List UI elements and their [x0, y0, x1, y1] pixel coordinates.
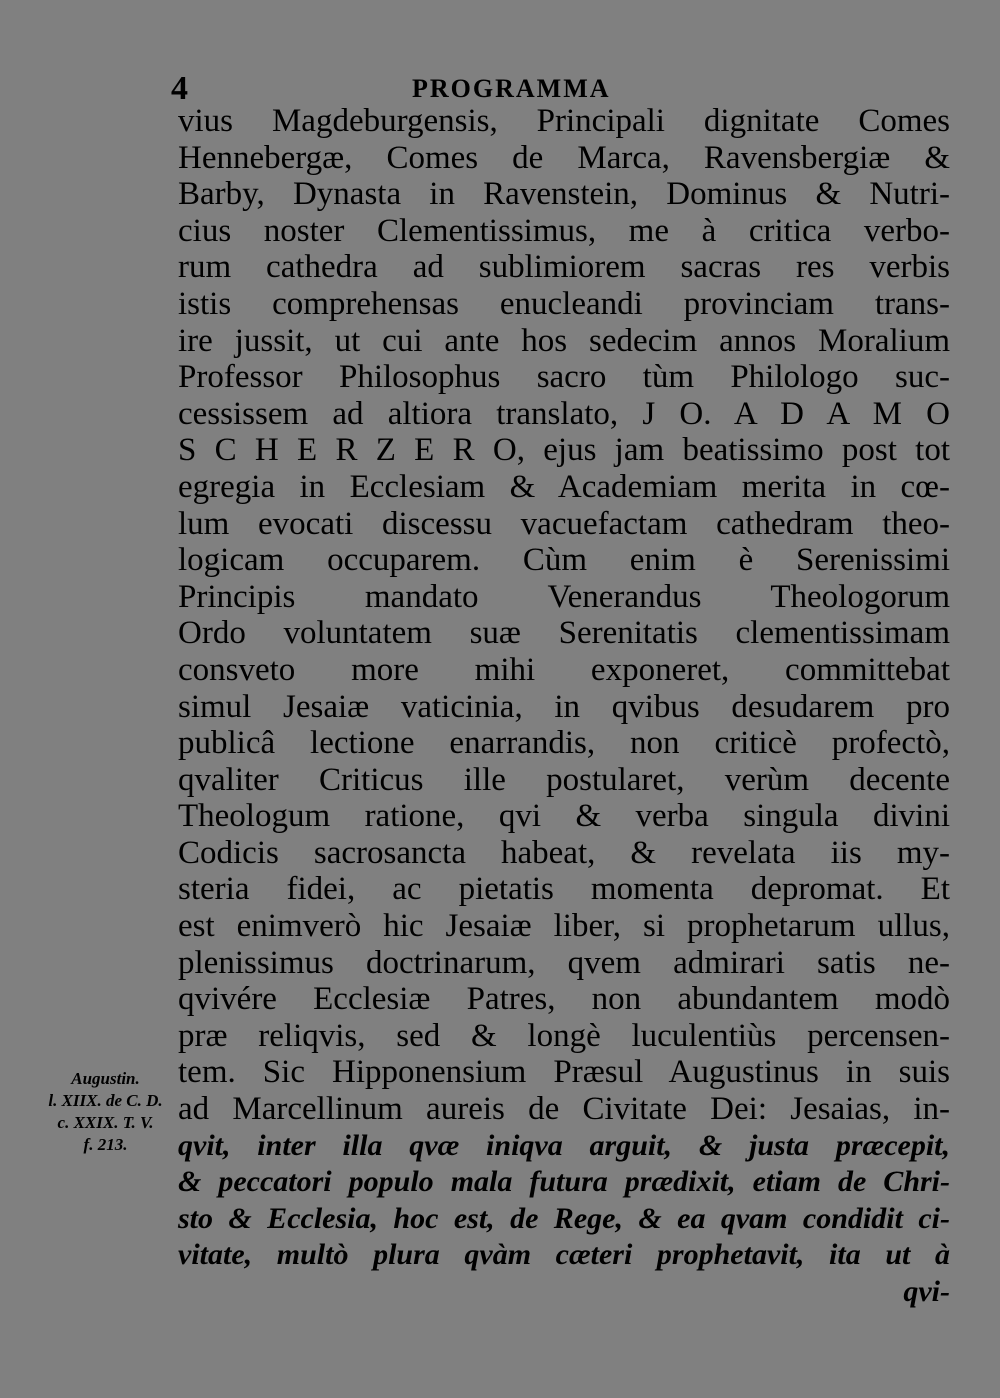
- text-line: Hennebergæ, Comes de Marca, Ravensbergiæ &: [178, 139, 950, 176]
- text-line: Ordo voluntatem suæ Serenitatis clementissimam: [178, 615, 950, 652]
- text-line: cessissem ad altiora translato, J O. A D A M O: [178, 395, 950, 432]
- margin-note: [38, 1068, 173, 1156]
- margin-note-line: Augustin.: [71, 1069, 140, 1088]
- body-text: [178, 103, 950, 1311]
- text-line: qvaliter Criticus ille postularet, verùm decente: [178, 761, 950, 798]
- text-line: rum cathedra ad sublimiorem sacras res verbis: [178, 249, 950, 286]
- text-line: Codicis sacrosancta habeat, & revelata iis my-: [178, 834, 950, 871]
- text-line: Theologum ratione, qvi & verba singula divini: [178, 798, 950, 835]
- text-line: simul Jesaiæ vaticinia, in qvibus desudarem pro: [178, 688, 950, 725]
- text-line: consveto more mihi exponeret, committebat: [178, 651, 950, 688]
- text-line: ire jussit, ut cui ante hos sedecim annos Moralium: [178, 322, 950, 359]
- margin-note-line: l. XIIX. de C. D.: [48, 1091, 163, 1110]
- text-line: est enimverò hic Jesaiæ liber, si prophetarum ullus,: [178, 908, 950, 945]
- text-line: vius Magdeburgensis, Principali dignitate Comes: [178, 103, 950, 139]
- text-line: sto & Ecclesia, hoc est, de Rege, & ea qvam condidit ci-: [178, 1201, 950, 1235]
- running-head: PROGRAMMA: [412, 74, 611, 103]
- margin-note-line: f. 213.: [83, 1135, 128, 1154]
- text-line: cius noster Clementissimus, me à critica verbo-: [178, 212, 950, 249]
- text-line: lum evocati discessu vacuefactam cathedram theo-: [178, 505, 950, 542]
- margin-note-line: c. XXIX. T. V.: [57, 1113, 154, 1132]
- text-line: tem. Sic Hipponensium Præsul Augustinus in suis: [178, 1054, 950, 1091]
- text-line: steria fidei, ac pietatis momenta depromat. Et: [178, 871, 950, 908]
- text-line: logicam occuparem. Cùm enim è Serenissimi: [178, 542, 950, 579]
- text-line: Principis mandato Venerandus Theologorum: [178, 578, 950, 615]
- text-line: Barby, Dynasta in Ravenstein, Dominus & Nutri-: [178, 176, 950, 213]
- text-line: præ reliqvis, sed & longè luculentiùs percensen-: [178, 1017, 950, 1054]
- page-number: 4: [171, 70, 188, 107]
- text-line: vitate, multò plura qvàm cæteri prophetavit, ita ut à: [178, 1238, 950, 1272]
- text-line: istis comprehensas enucleandi provinciam trans-: [178, 285, 950, 322]
- text-line: ad Marcellinum aureis de Civitate Dei: Jesaias, in-: [178, 1091, 950, 1128]
- catchword: qvi-: [903, 1275, 950, 1308]
- text-line: qvit, inter illa qvæ iniqva arguit, & justa præcepit,: [178, 1128, 950, 1162]
- text-line: S C H E R Z E R O, ejus jam beatissimo post tot: [178, 432, 950, 469]
- text-line: & peccatori populo mala futura prædixit, etiam de Chri-: [178, 1165, 950, 1199]
- text-line: Professor Philosophus sacro tùm Philologo suc-: [178, 359, 950, 396]
- text-line: plenissimus doctrinarum, qvem admirari satis ne-: [178, 944, 950, 981]
- text-line: publicâ lectione enarrandis, non criticè profectò,: [178, 725, 950, 762]
- text-line: qvivére Ecclesiæ Patres, non abundantem modò: [178, 981, 950, 1018]
- text-line: egregia in Ecclesiam & Academiam merita in cœ-: [178, 468, 950, 505]
